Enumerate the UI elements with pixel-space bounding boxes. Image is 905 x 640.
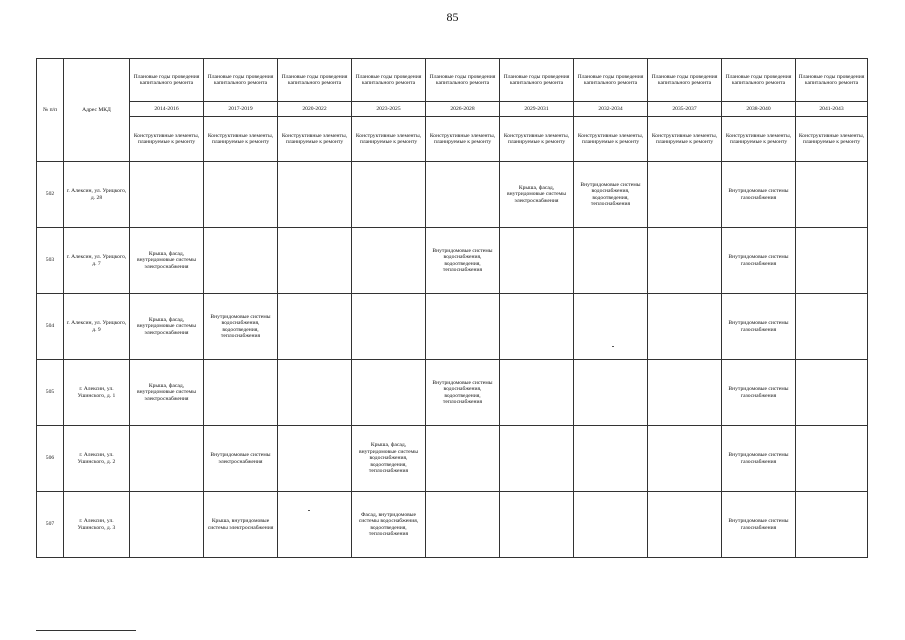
repair-elements-cell: Крыша, внутридомовые системы электроснабжения [204,492,278,558]
repair-elements-cell: Внутридомовые системы электроснабжения [204,426,278,492]
repair-elements-cell [500,426,574,492]
repair-elements-cell [426,162,500,228]
repair-elements-cell [278,492,352,558]
repair-elements-cell [352,294,426,360]
repair-elements-cell [574,228,648,294]
period-years-header: 2041-2043 [796,102,868,117]
repair-elements-cell [648,426,722,492]
period-title-header: Плановые годы проведения капитального ремонта [500,59,574,102]
row-number: 504 [37,294,64,360]
repair-elements-cell [500,228,574,294]
table-row [37,228,868,294]
period-title-header: Плановые годы проведения капитального ремонта [278,59,352,102]
row-address: г. Алексин, ул. Ушинского, д. 2 [64,426,130,492]
repair-elements-cell: Крыша, фасад, внутридомовые системы водоснабжения, водоотведения, теплоснабжения [352,426,426,492]
repair-elements-cell [648,162,722,228]
capital-repair-plan-table [36,58,868,558]
repair-elements-cell: Внутридомовые системы газоснабжения [722,294,796,360]
repair-elements-cell [204,228,278,294]
repair-elements-cell [796,228,868,294]
repair-elements-cell [204,162,278,228]
period-title-header: Плановые годы проведения капитального ремонта [130,59,204,102]
repair-elements-cell [278,294,352,360]
repair-elements-cell [204,360,278,426]
footnote-divider [36,630,136,631]
repair-elements-cell [648,360,722,426]
period-years-header: 2035-2037 [648,102,722,117]
repair-elements-cell [796,162,868,228]
repair-elements-cell [796,492,868,558]
scan-speck [308,510,310,511]
repair-elements-cell [500,360,574,426]
row-address: г. Алексин, ул. Ушинского, д. 1 [64,360,130,426]
repair-elements-cell [278,228,352,294]
row-number: 503 [37,228,64,294]
repair-elements-cell [278,360,352,426]
repair-elements-cell: Внутридомовые системы водоснабжения, водоотведения, теплоснабжения [426,360,500,426]
table-row [37,162,868,228]
period-years-header: 2032-2034 [574,102,648,117]
repair-elements-cell: Крыша, фасад, внутридомовые системы электроснабжения [130,228,204,294]
table-body [37,162,868,558]
period-elements-header: Конструктивные элементы, планируемые к ремонту [130,117,204,162]
repair-elements-cell [500,492,574,558]
repair-elements-cell: Крыша, фасад, внутридомовые системы электроснабжения [130,360,204,426]
row-address: г. Алексин, ул. Урицкого, д. 9 [64,294,130,360]
repair-elements-cell [352,360,426,426]
period-title-header: Плановые годы проведения капитального ремонта [796,59,868,102]
period-title-header: Плановые годы проведения капитального ремонта [648,59,722,102]
row-number: 506 [37,426,64,492]
row-address: г. Алексин, ул. Урицкого, д. 28 [64,162,130,228]
period-elements-header: Конструктивные элементы, планируемые к ремонту [426,117,500,162]
repair-elements-cell [130,162,204,228]
period-years-header: 2026-2028 [426,102,500,117]
row-number: 507 [37,492,64,558]
repair-elements-cell [574,492,648,558]
repair-elements-cell: Внутридомовые системы газоснабжения [722,360,796,426]
repair-elements-cell [278,162,352,228]
period-elements-header: Конструктивные элементы, планируемые к ремонту [204,117,278,162]
period-elements-header: Конструктивные элементы, планируемые к ремонту [278,117,352,162]
row-number: 505 [37,360,64,426]
repair-elements-cell: Внутридомовые системы водоснабжения, водоотведения, теплоснабжения [204,294,278,360]
column-header-address: Адрес МКД [64,59,130,162]
repair-elements-cell [130,426,204,492]
period-elements-header: Конструктивные элементы, планируемые к ремонту [574,117,648,162]
period-title-header: Плановые годы проведения капитального ремонта [426,59,500,102]
table-row [37,294,868,360]
period-years-header: 2038-2040 [722,102,796,117]
repair-elements-cell: Внутридомовые системы газоснабжения [722,492,796,558]
repair-elements-cell [130,492,204,558]
repair-elements-cell [426,294,500,360]
repair-elements-cell: Внутридомовые системы водоснабжения, водоотведения, теплоснабжения [426,228,500,294]
repair-elements-cell [574,360,648,426]
repair-elements-cell [574,294,648,360]
table-row [37,492,868,558]
period-elements-header: Конструктивные элементы, планируемые к ремонту [648,117,722,162]
repair-elements-cell [574,426,648,492]
repair-elements-cell: Внутридомовые системы газоснабжения [722,228,796,294]
repair-elements-cell [426,492,500,558]
repair-elements-cell: Фасад, внутридомовые системы водоснабжения, водоотведения, теплоснабжения [352,492,426,558]
repair-elements-cell: Внутридомовые системы водоснабжения, водоотведения, теплоснабжения [574,162,648,228]
period-title-header: Плановые годы проведения капитального ремонта [204,59,278,102]
repair-elements-cell [352,162,426,228]
table-row [37,360,868,426]
row-address: г. Алексин, ул. Урицкого, д. 7 [64,228,130,294]
period-elements-header: Конструктивные элементы, планируемые к ремонту [352,117,426,162]
period-years-header: 2014-2016 [130,102,204,117]
repair-elements-cell [426,426,500,492]
period-elements-header: Конструктивные элементы, планируемые к ремонту [796,117,868,162]
repair-elements-cell [648,294,722,360]
repair-elements-cell: Крыша, фасад, внутридомовые системы электроснабжения [130,294,204,360]
repair-elements-cell [278,426,352,492]
period-years-header: 2017-2019 [204,102,278,117]
repair-elements-cell: Крыша, фасад, внутридомовые системы электроснабжения [500,162,574,228]
repair-elements-cell [796,426,868,492]
period-elements-header: Конструктивные элементы, планируемые к ремонту [722,117,796,162]
scan-speck [612,346,614,347]
period-years-header: 2023-2025 [352,102,426,117]
repair-elements-cell [352,228,426,294]
row-address: г. Алексин, ул. Ушинского, д. 3 [64,492,130,558]
repair-elements-cell [500,294,574,360]
repair-elements-cell [796,360,868,426]
period-years-header: 2020-2022 [278,102,352,117]
repair-elements-cell [796,294,868,360]
repair-elements-cell: Внутридомовые системы газоснабжения [722,162,796,228]
column-header-number: № п/п [37,59,64,162]
repair-elements-cell [648,228,722,294]
table-row [37,426,868,492]
repair-elements-cell: Внутридомовые системы газоснабжения [722,426,796,492]
table-header [37,59,868,162]
row-number: 502 [37,162,64,228]
period-title-header: Плановые годы проведения капитального ремонта [722,59,796,102]
period-title-header: Плановые годы проведения капитального ремонта [574,59,648,102]
page-number: 85 [446,10,459,24]
repair-elements-cell [648,492,722,558]
period-title-header: Плановые годы проведения капитального ремонта [352,59,426,102]
period-elements-header: Конструктивные элементы, планируемые к ремонту [500,117,574,162]
period-years-header: 2029-2031 [500,102,574,117]
